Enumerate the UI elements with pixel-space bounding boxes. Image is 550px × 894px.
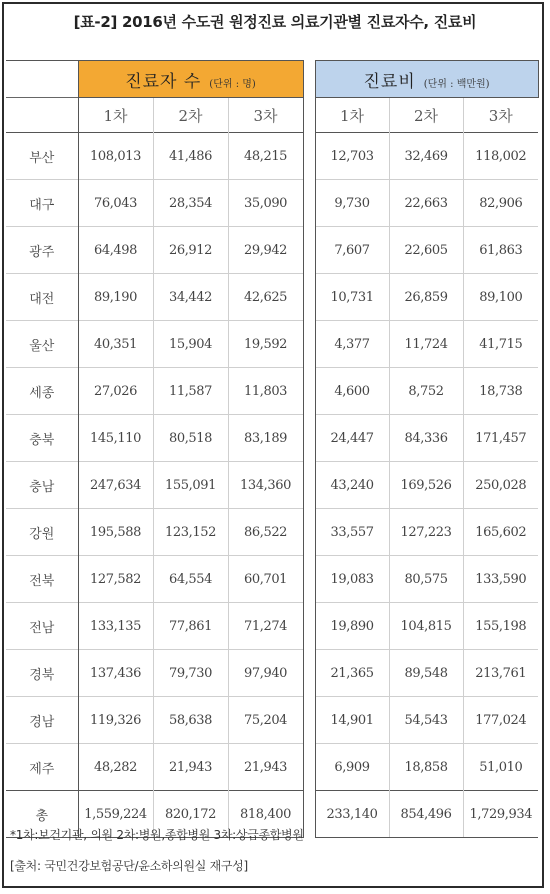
cost-3-cell: 61,863 xyxy=(463,227,538,274)
patients-3-cell: 134,360 xyxy=(228,462,303,509)
patients-2-cell: 155,091 xyxy=(153,462,228,509)
region-name: 경남 xyxy=(6,697,78,744)
data-table xyxy=(6,60,539,838)
patients-1-cell: 145,110 xyxy=(78,415,153,462)
column-gap xyxy=(303,61,315,98)
cost-header xyxy=(315,61,538,98)
patients-2-cell: 77,861 xyxy=(153,603,228,650)
table-row xyxy=(6,368,538,415)
cost-2-cell: 104,815 xyxy=(389,603,463,650)
column-gap xyxy=(303,415,315,462)
table-row xyxy=(6,180,538,227)
patients-1-cell: 127,582 xyxy=(78,556,153,603)
column-gap xyxy=(303,227,315,274)
patients-label: 진료자 수 xyxy=(125,71,202,92)
level-header-cost-3: 3차 xyxy=(463,98,538,133)
patients-2-cell: 64,554 xyxy=(153,556,228,603)
cost-3-cell: 118,002 xyxy=(463,133,538,180)
region-name: 경북 xyxy=(6,650,78,697)
cost-3-cell: 1,729,934 xyxy=(463,791,538,838)
patients-unit: (단위 : 명) xyxy=(209,78,256,90)
cost-3-cell: 250,028 xyxy=(463,462,538,509)
cost-1-cell: 24,447 xyxy=(315,415,389,462)
cost-2-cell: 22,605 xyxy=(389,227,463,274)
cost-1-cell: 19,083 xyxy=(315,556,389,603)
table-row xyxy=(6,227,538,274)
cost-3-cell: 155,198 xyxy=(463,603,538,650)
cost-1-cell: 7,607 xyxy=(315,227,389,274)
column-gap xyxy=(303,274,315,321)
region-name: 총 xyxy=(6,791,78,838)
column-gap xyxy=(303,509,315,556)
cost-2-cell: 169,526 xyxy=(389,462,463,509)
cost-3-cell: 41,715 xyxy=(463,321,538,368)
region-name: 대구 xyxy=(6,180,78,227)
patients-2-cell: 79,730 xyxy=(153,650,228,697)
cost-2-cell: 22,663 xyxy=(389,180,463,227)
patients-1-cell: 1,559,224 xyxy=(78,791,153,838)
table-row xyxy=(6,462,538,509)
table-title: [표-2] 2016년 수도권 원정진료 의료기관별 진료자수, 진료비 xyxy=(73,13,477,31)
column-gap xyxy=(303,462,315,509)
table-row xyxy=(6,603,538,650)
cost-3-cell: 171,457 xyxy=(463,415,538,462)
patients-3-cell: 42,625 xyxy=(228,274,303,321)
cost-2-cell: 26,859 xyxy=(389,274,463,321)
patients-3-cell: 19,592 xyxy=(228,321,303,368)
column-gap xyxy=(303,603,315,650)
patients-2-cell: 80,518 xyxy=(153,415,228,462)
cost-3-cell: 177,024 xyxy=(463,697,538,744)
patients-2-cell: 34,442 xyxy=(153,274,228,321)
patients-1-cell: 89,190 xyxy=(78,274,153,321)
cost-2-cell: 54,543 xyxy=(389,697,463,744)
patients-1-cell: 195,588 xyxy=(78,509,153,556)
patients-3-cell: 60,701 xyxy=(228,556,303,603)
patients-3-cell: 97,940 xyxy=(228,650,303,697)
region-name: 부산 xyxy=(6,133,78,180)
region-name: 전북 xyxy=(6,556,78,603)
region-name: 울산 xyxy=(6,321,78,368)
cost-3-cell: 89,100 xyxy=(463,274,538,321)
cost-2-cell: 18,858 xyxy=(389,744,463,791)
patients-2-cell: 41,486 xyxy=(153,133,228,180)
patients-1-cell: 40,351 xyxy=(78,321,153,368)
cost-1-cell: 14,901 xyxy=(315,697,389,744)
cost-3-cell: 213,761 xyxy=(463,650,538,697)
patients-3-cell: 71,274 xyxy=(228,603,303,650)
cost-3-cell: 51,010 xyxy=(463,744,538,791)
cost-1-cell: 10,731 xyxy=(315,274,389,321)
cost-1-cell: 19,890 xyxy=(315,603,389,650)
table-row xyxy=(6,133,538,180)
cost-2-cell: 8,752 xyxy=(389,368,463,415)
cost-1-cell: 4,377 xyxy=(315,321,389,368)
patients-1-cell: 247,634 xyxy=(78,462,153,509)
cost-1-cell: 9,730 xyxy=(315,180,389,227)
cost-2-cell: 11,724 xyxy=(389,321,463,368)
cost-2-cell: 32,469 xyxy=(389,133,463,180)
column-gap xyxy=(303,650,315,697)
level-header-patients-2: 2차 xyxy=(153,98,228,133)
cost-label: 진료비 xyxy=(363,71,416,92)
table-row xyxy=(6,415,538,462)
patients-3-cell: 21,943 xyxy=(228,744,303,791)
region-name: 전남 xyxy=(6,603,78,650)
cost-1-cell: 12,703 xyxy=(315,133,389,180)
patients-2-cell: 15,904 xyxy=(153,321,228,368)
patients-1-cell: 108,013 xyxy=(78,133,153,180)
column-gap xyxy=(303,791,315,838)
cost-1-cell: 33,557 xyxy=(315,509,389,556)
table-row xyxy=(6,274,538,321)
patients-2-cell: 28,354 xyxy=(153,180,228,227)
patients-2-cell: 26,912 xyxy=(153,227,228,274)
cost-3-cell: 133,590 xyxy=(463,556,538,603)
region-name: 제주 xyxy=(6,744,78,791)
patients-3-cell: 75,204 xyxy=(228,697,303,744)
table-row xyxy=(6,697,538,744)
cost-2-cell: 854,496 xyxy=(389,791,463,838)
region-name: 충북 xyxy=(6,415,78,462)
column-gap xyxy=(303,180,315,227)
patients-3-cell: 83,189 xyxy=(228,415,303,462)
column-gap xyxy=(303,133,315,180)
column-gap xyxy=(303,321,315,368)
cost-1-cell: 4,600 xyxy=(315,368,389,415)
cost-1-cell: 233,140 xyxy=(315,791,389,838)
level-header-cost-1: 1차 xyxy=(315,98,389,133)
patients-1-cell: 133,135 xyxy=(78,603,153,650)
table-row xyxy=(6,650,538,697)
column-gap xyxy=(303,368,315,415)
region-name: 세종 xyxy=(6,368,78,415)
patients-3-cell: 86,522 xyxy=(228,509,303,556)
patients-1-cell: 119,326 xyxy=(78,697,153,744)
patients-2-cell: 58,638 xyxy=(153,697,228,744)
level-header-patients-3: 3차 xyxy=(228,98,303,133)
patients-1-cell: 64,498 xyxy=(78,227,153,274)
patients-3-cell: 11,803 xyxy=(228,368,303,415)
patients-2-cell: 820,172 xyxy=(153,791,228,838)
patients-1-cell: 48,282 xyxy=(78,744,153,791)
cost-2-cell: 84,336 xyxy=(389,415,463,462)
patients-header xyxy=(78,61,303,98)
patients-1-cell: 27,026 xyxy=(78,368,153,415)
column-gap xyxy=(303,556,315,603)
cost-3-cell: 165,602 xyxy=(463,509,538,556)
region-header-cell xyxy=(6,98,78,133)
table-row xyxy=(6,509,538,556)
cost-1-cell: 6,909 xyxy=(315,744,389,791)
table-row xyxy=(6,744,538,791)
corner-cell xyxy=(6,61,78,98)
patients-3-cell: 48,215 xyxy=(228,133,303,180)
level-header-cost-2: 2차 xyxy=(389,98,463,133)
cost-1-cell: 43,240 xyxy=(315,462,389,509)
region-name: 충남 xyxy=(6,462,78,509)
cost-3-cell: 82,906 xyxy=(463,180,538,227)
column-gap xyxy=(303,744,315,791)
patients-1-cell: 76,043 xyxy=(78,180,153,227)
cost-2-cell: 89,548 xyxy=(389,650,463,697)
level-header-patients-1: 1차 xyxy=(78,98,153,133)
cost-1-cell: 21,365 xyxy=(315,650,389,697)
source-note: [출처: 국민건강보험공단/윤소하의원실 재구성] xyxy=(10,859,248,873)
footnote: *1차:보건기관, 의원 2차:병원,종합병원 3차:상급종합병원 xyxy=(10,828,304,842)
cost-unit: (단위 : 백만원) xyxy=(423,78,490,90)
patients-2-cell: 123,152 xyxy=(153,509,228,556)
patients-2-cell: 11,587 xyxy=(153,368,228,415)
table-row xyxy=(6,321,538,368)
cost-3-cell: 18,738 xyxy=(463,368,538,415)
table-row xyxy=(6,556,538,603)
region-name: 광주 xyxy=(6,227,78,274)
level-header-row xyxy=(6,98,538,133)
patients-3-cell: 29,942 xyxy=(228,227,303,274)
cost-2-cell: 80,575 xyxy=(389,556,463,603)
patients-3-cell: 35,090 xyxy=(228,180,303,227)
table-body xyxy=(6,133,538,838)
column-gap xyxy=(303,697,315,744)
cost-2-cell: 127,223 xyxy=(389,509,463,556)
region-name: 대전 xyxy=(6,274,78,321)
patients-3-cell: 818,400 xyxy=(228,791,303,838)
region-name: 강원 xyxy=(6,509,78,556)
column-gap xyxy=(303,98,315,133)
patients-1-cell: 137,436 xyxy=(78,650,153,697)
patients-2-cell: 21,943 xyxy=(153,744,228,791)
